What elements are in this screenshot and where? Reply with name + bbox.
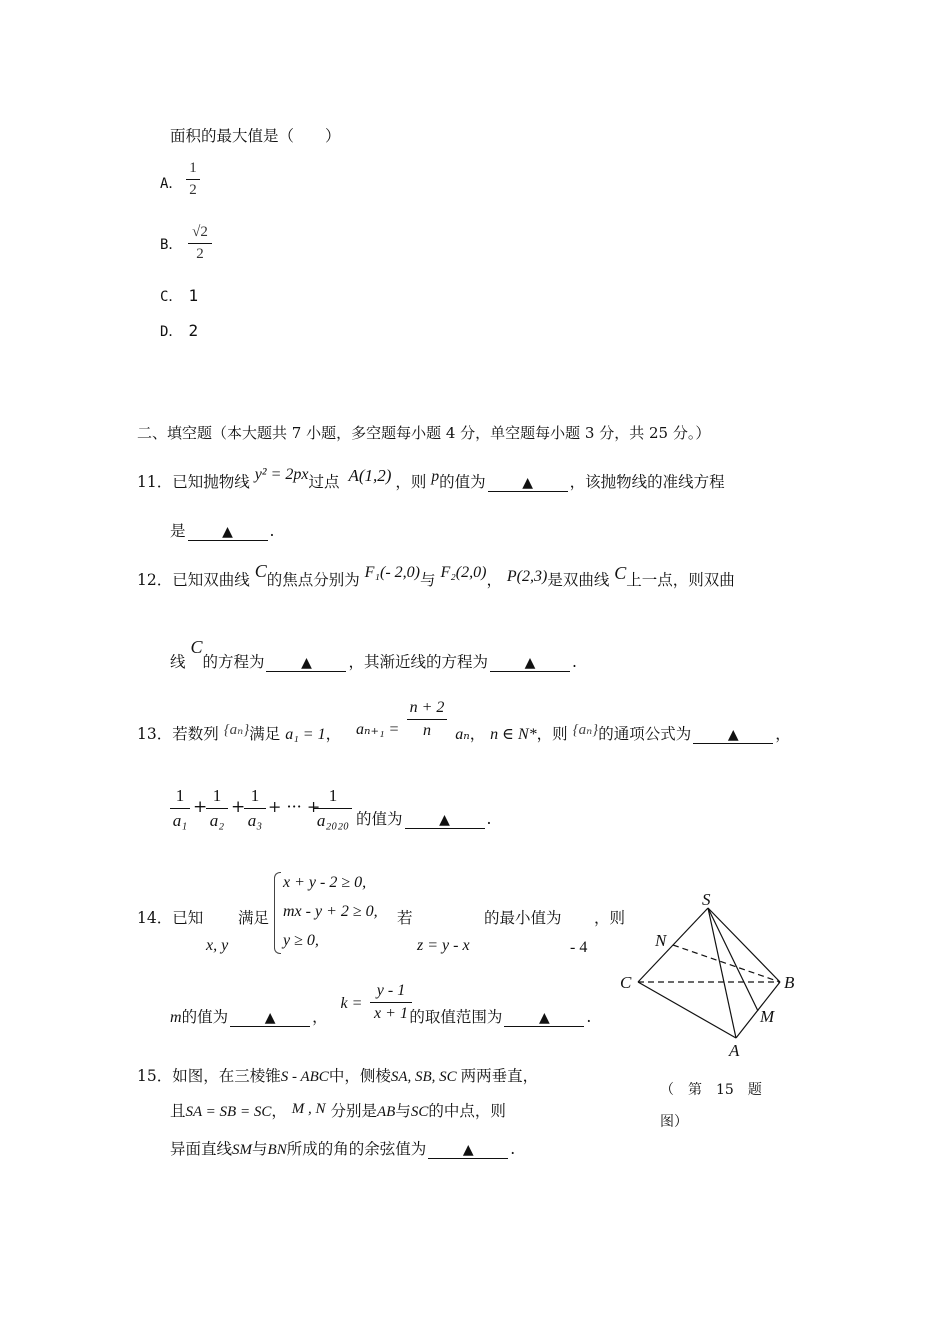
math-c: C: [254, 561, 267, 581]
math-edges: SA, SB, SC: [390, 1069, 457, 1085]
math-z: z = y - x: [417, 937, 470, 954]
question-11-line2: [170, 522, 274, 541]
question-stem-continuation: 面积的最大值是（ ）: [170, 127, 341, 145]
constraint-2: mx - y + 2 ≥ 0,: [283, 903, 378, 920]
fraction-bar: [206, 808, 228, 809]
math-pyramid: S - ABC: [280, 1069, 329, 1085]
math-sequence: {aₙ}: [223, 722, 250, 738]
text: 的方程为: [202, 653, 265, 671]
text-then: ，则: [594, 909, 626, 927]
text: .: [269, 522, 275, 540]
text: 的值为: [439, 473, 486, 491]
text: .: [572, 653, 577, 671]
question-number: 12．: [137, 571, 173, 589]
fraction-denominator: a₂₀₂₀: [316, 811, 350, 830]
math-p: p: [431, 468, 440, 485]
math-initial-term: a₁ = 1: [285, 726, 326, 743]
text: ，则: [395, 473, 427, 491]
tetrahedron-figure: [610, 880, 810, 1065]
fraction-denominator: 2: [196, 246, 204, 262]
text: 所成的角的余弦值为: [286, 1140, 427, 1158]
question-15-line3: [170, 1140, 515, 1159]
text: .: [586, 1008, 592, 1026]
plus-sign: +: [193, 797, 208, 817]
math-focus-2: F₂(2,0): [440, 564, 487, 581]
fraction-numerator: 1: [175, 786, 185, 805]
text: 且: [170, 1102, 186, 1120]
section-heading: 二、填空题（本大题共 7 小题，多空题每小题 4 分，单空题每小题 3 分，共 25 分。）: [137, 424, 711, 442]
math-c: C: [614, 563, 627, 583]
recurrence-fraction: [407, 699, 447, 740]
label-s: S: [702, 890, 711, 909]
text: 的取值范围为: [409, 1008, 503, 1026]
math-sequence: {aₙ}: [572, 722, 599, 738]
math-xy: x, y: [206, 937, 229, 954]
k-fraction: [370, 982, 412, 1023]
option-d: [160, 321, 198, 341]
constraint-1: x + y - 2 ≥ 0,: [283, 874, 367, 891]
plus-sign: +: [231, 797, 246, 817]
fraction-denominator: a₁: [172, 811, 188, 830]
edge-sb: [708, 908, 780, 982]
math-mn: M , N: [291, 1101, 326, 1117]
answer-blank[interactable]: ▲: [693, 727, 773, 744]
label-m: M: [760, 1007, 775, 1026]
math-m: m: [170, 1009, 182, 1026]
math-k: k =: [340, 995, 363, 1012]
fraction-denominator: n: [423, 722, 431, 739]
text: 中，侧棱: [328, 1067, 391, 1085]
text: 已知抛物线: [172, 473, 250, 491]
answer-blank[interactable]: ▲: [266, 655, 346, 672]
sum-term-1: [170, 786, 190, 831]
text: ，: [271, 1102, 287, 1120]
question-number: 14．: [137, 909, 173, 927]
option-c-value: 1: [188, 286, 199, 305]
question-13-line2: [356, 810, 491, 829]
option-d-letter: D．: [160, 324, 183, 340]
text: 与: [419, 571, 436, 589]
fraction-bar: [370, 1002, 412, 1003]
text-min-value: 的最小值为: [484, 909, 562, 927]
text: ，: [486, 571, 502, 589]
sum-term-last: [314, 786, 352, 831]
text: .: [510, 1140, 516, 1158]
math-point: A(1,2): [348, 466, 392, 485]
math-parabola: y² = 2px: [254, 466, 309, 483]
text: 是双曲线: [547, 571, 610, 589]
edge-sa: [708, 908, 736, 1038]
fraction-numerator: 1: [189, 160, 197, 176]
math-equal-edges: SA = SB = SC: [185, 1104, 272, 1120]
option-a-fraction: [186, 160, 200, 199]
math-recurrence-rhs: aₙ: [455, 726, 470, 743]
fraction-numerator: n + 2: [409, 699, 445, 716]
text: 已知: [172, 909, 204, 927]
math-min-value: - 4: [570, 939, 588, 956]
fraction-denominator: 2: [189, 182, 197, 198]
option-a-letter: A．: [160, 176, 183, 192]
answer-blank[interactable]: ▲: [488, 475, 568, 492]
text: 过点: [308, 473, 340, 491]
text: ，其渐近线的方程为: [348, 653, 488, 671]
text: 的值为: [181, 1008, 229, 1026]
option-d-value: 2: [188, 321, 199, 340]
question-number: 13．: [137, 725, 173, 743]
text: .: [486, 810, 492, 828]
question-13-line1: [137, 721, 791, 744]
fraction-numerator: √2: [192, 224, 208, 240]
text: 与: [395, 1102, 411, 1120]
text: 分别是: [330, 1102, 377, 1120]
answer-blank[interactable]: ▲: [428, 1142, 508, 1159]
text: 异面直线: [170, 1140, 233, 1158]
fraction-denominator: a₃: [247, 811, 263, 830]
text: 的值为: [356, 810, 403, 828]
math-c: C: [190, 637, 203, 657]
sum-term-2: [206, 786, 228, 831]
text: ，: [469, 725, 486, 743]
answer-blank[interactable]: ▲: [490, 655, 570, 672]
option-c-letter: C．: [160, 289, 183, 305]
label-n: N: [655, 931, 667, 950]
edge-ca: [638, 982, 736, 1038]
option-c: [160, 286, 198, 306]
fraction-denominator: x + 1: [374, 1005, 408, 1022]
fraction-bar: [407, 719, 447, 720]
text: 与: [252, 1140, 268, 1158]
fraction-numerator: 1: [212, 786, 222, 805]
math-n-domain: n ∈ N*: [490, 726, 537, 743]
answer-blank[interactable]: ▲: [405, 812, 485, 829]
fraction-bar: [314, 808, 352, 809]
fraction-bar: [244, 808, 266, 809]
text: ，该抛物线的准线方程: [569, 473, 725, 491]
label-a: A: [729, 1041, 740, 1060]
fraction-numerator: y - 1: [376, 982, 406, 999]
text: 如图，在三棱锥: [172, 1067, 281, 1085]
fraction-denominator: a₂: [209, 811, 225, 830]
text: 线: [170, 653, 186, 671]
constraint-3: y ≥ 0,: [283, 932, 319, 949]
fraction-bar: [170, 808, 190, 809]
text: ，: [312, 1008, 328, 1026]
figure-caption-line2: 图）: [660, 1114, 688, 1130]
answer-blank[interactable]: ▲: [504, 1010, 584, 1027]
answer-blank[interactable]: ▲: [230, 1010, 310, 1027]
fraction-bar: [186, 179, 200, 180]
text: 若数列: [172, 725, 219, 743]
ellipsis-plus: + ··· +: [268, 797, 321, 816]
edge-nb-hidden: [673, 945, 780, 982]
text: 上一点，则双曲: [626, 571, 735, 589]
text: ，则: [536, 725, 568, 743]
text: 是: [170, 522, 186, 540]
question-11-line1: [137, 466, 725, 493]
text: 的焦点分别为: [266, 571, 360, 589]
text: 的通项公式为: [598, 725, 692, 743]
fraction-numerator: 1: [250, 786, 260, 805]
question-15-line2: [170, 1102, 506, 1121]
question-number: 15．: [137, 1067, 173, 1085]
math-bn: BN: [267, 1142, 287, 1158]
figure-caption-line1: （ 第 15 题: [660, 1082, 762, 1098]
system-brace: [274, 872, 281, 954]
text-satisfy: 满足: [238, 909, 270, 927]
math-sm: SM: [232, 1142, 253, 1158]
option-b-letter: B．: [160, 237, 183, 253]
question-12-line1: [137, 561, 735, 591]
sum-term-3: [244, 786, 266, 831]
math-recurrence-lhs: aₙ₊₁ =: [356, 721, 400, 738]
text: 满足: [249, 725, 281, 743]
label-c: C: [620, 973, 632, 992]
text: ，: [775, 725, 791, 743]
text: 两两垂直，: [460, 1067, 539, 1085]
question-14-head: [137, 909, 203, 928]
math-point-p: P(2,3): [506, 568, 548, 585]
math-sc: SC: [410, 1104, 429, 1120]
text-if: 若: [397, 909, 413, 927]
question-number: 11．: [137, 473, 173, 491]
option-b-fraction: [188, 224, 212, 263]
question-12-line2: [170, 637, 577, 673]
fraction-numerator: 1: [328, 786, 338, 805]
math-ab: AB: [376, 1104, 396, 1120]
fraction-bar: [188, 243, 212, 244]
answer-blank[interactable]: ▲: [188, 524, 268, 541]
text: ，: [325, 725, 342, 743]
text: 的中点，则: [428, 1102, 506, 1120]
math-focus-1: F₁(- 2,0): [364, 564, 420, 581]
text: 已知双曲线: [172, 571, 250, 589]
question-15-line1: [137, 1067, 538, 1086]
label-b: B: [784, 973, 795, 992]
